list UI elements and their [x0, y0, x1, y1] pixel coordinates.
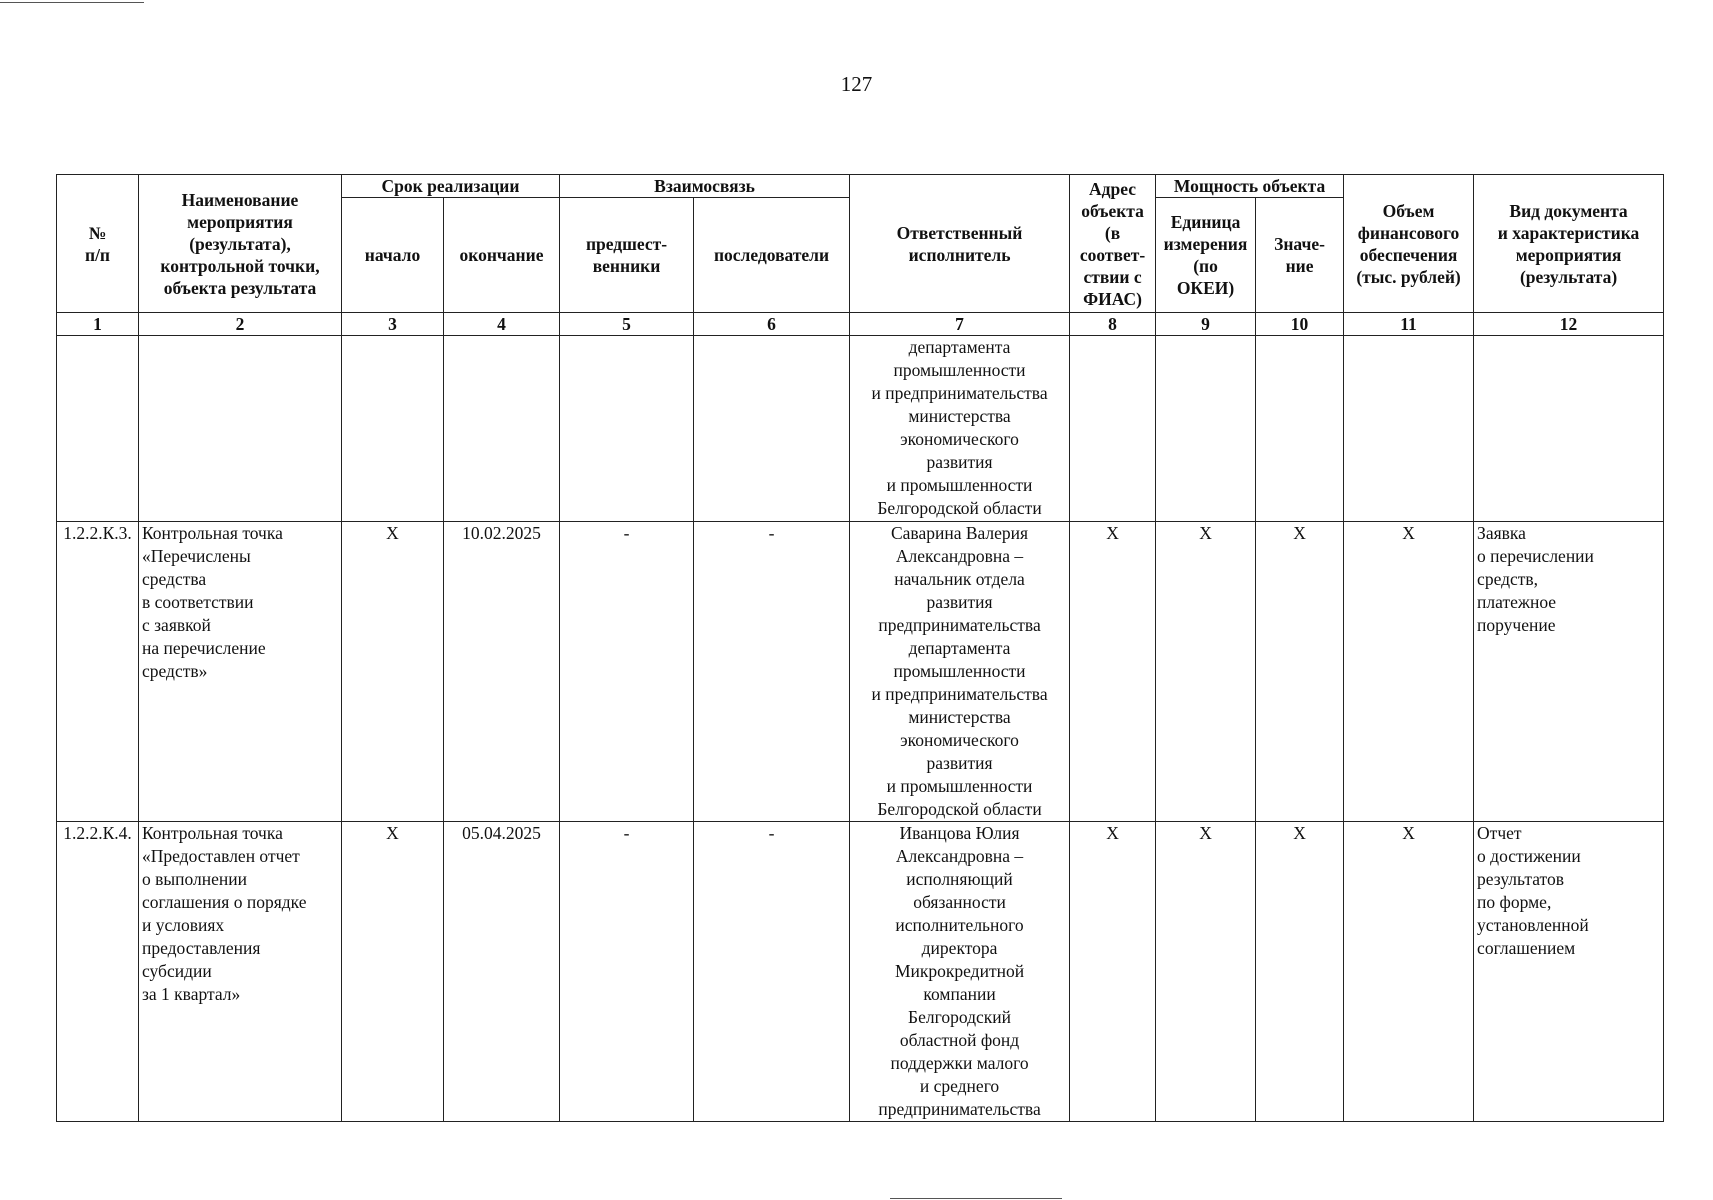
header-value: Значе- ние [1256, 198, 1344, 313]
cell-successors [694, 336, 850, 522]
cell-responsible: Иванцова Юлия Александровна – исполняющий обязанности исполнительного директора Микрокредитной компании Белгородский областной фонд поддержки малого и среднего предпринимательства [850, 822, 1070, 1122]
col-number: 1 [57, 313, 139, 336]
cell-financing: X [1344, 822, 1474, 1122]
cell-address: X [1070, 522, 1156, 822]
col-number: 4 [444, 313, 560, 336]
cell-document [1474, 336, 1664, 522]
header-predecessors: предшест- венники [560, 198, 694, 313]
cell-predecessors: - [560, 522, 694, 822]
cell-value [1256, 336, 1344, 522]
header-successors: последователи [694, 198, 850, 313]
cell-value: X [1256, 822, 1344, 1122]
cell-successors: - [694, 522, 850, 822]
cell-successors: - [694, 822, 850, 1122]
col-number: 6 [694, 313, 850, 336]
cell-num: 1.2.2.К.3. [57, 522, 139, 822]
col-number: 7 [850, 313, 1070, 336]
col-number: 3 [342, 313, 444, 336]
header-srok: Срок реализации [342, 175, 560, 198]
header-financing: Объем финансового обеспечения (тыс. рублей) [1344, 175, 1474, 313]
cell-start [342, 336, 444, 522]
header-vzaimosvyaz: Взаимосвязь [560, 175, 850, 198]
bottom-rule [890, 1198, 1062, 1199]
col-number: 12 [1474, 313, 1664, 336]
cell-name: Контрольная точка «Перечислены средства в соответствии с заявкой на перечисление средств» [139, 522, 342, 822]
col-number: 8 [1070, 313, 1156, 336]
cell-end: 05.04.2025 [444, 822, 560, 1122]
top-rule [0, 2, 144, 3]
header-unit: Единица измерения (по ОКЕИ) [1156, 198, 1256, 313]
cell-start: X [342, 522, 444, 822]
table-row [57, 336, 1664, 522]
cell-end: 10.02.2025 [444, 522, 560, 822]
cell-responsible: Саварина Валерия Александровна – начальник отдела развития предпринимательства департамента промышленности и предпринимательства министерства экономического развития и промышленности Белгородской области [850, 522, 1070, 822]
header-address: Адрес объекта (в соответ- ствии с ФИАС) [1070, 175, 1156, 313]
header-row-1 [57, 175, 1664, 198]
col-number: 2 [139, 313, 342, 336]
cell-address: X [1070, 822, 1156, 1122]
cell-financing [1344, 336, 1474, 522]
cell-unit: X [1156, 822, 1256, 1122]
cell-unit: X [1156, 522, 1256, 822]
page-number: 127 [840, 72, 873, 96]
header-capacity: Мощность объекта [1156, 175, 1344, 198]
cell-predecessors [560, 336, 694, 522]
col-number: 11 [1344, 313, 1474, 336]
header-start: начало [342, 198, 444, 313]
header-responsible: Ответственный исполнитель [850, 175, 1070, 313]
header-end: окончание [444, 198, 560, 313]
cell-unit [1156, 336, 1256, 522]
cell-predecessors: - [560, 822, 694, 1122]
table-row [57, 522, 1664, 822]
cell-end [444, 336, 560, 522]
cell-document: Заявка о перечислении средств, платежное поручение [1474, 522, 1664, 822]
cell-responsible: департамента промышленности и предпринимательства министерства экономического развития и промышленности Белгородской области [850, 336, 1070, 522]
table-row [57, 822, 1664, 1122]
cell-value: X [1256, 522, 1344, 822]
col-number: 5 [560, 313, 694, 336]
cell-address [1070, 336, 1156, 522]
cell-financing: X [1344, 522, 1474, 822]
cell-name: Контрольная точка «Предоставлен отчет о выполнении соглашения о порядке и условиях предоставления субсидии за 1 квартал» [139, 822, 342, 1122]
header-num: № п/п [57, 175, 139, 313]
header-document-type: Вид документа и характеристика мероприятия (результата) [1474, 175, 1664, 313]
col-number: 9 [1156, 313, 1256, 336]
column-numbers-row [57, 313, 1664, 336]
cell-name [139, 336, 342, 522]
header-name: Наименование мероприятия (результата), контрольной точки, объекта результата [139, 175, 342, 313]
col-number: 10 [1256, 313, 1344, 336]
cell-document: Отчет о достижении результатов по форме, установленной соглашением [1474, 822, 1664, 1122]
cell-num: 1.2.2.К.4. [57, 822, 139, 1122]
cell-num [57, 336, 139, 522]
cell-start: X [342, 822, 444, 1122]
plan-table [56, 174, 1664, 1122]
